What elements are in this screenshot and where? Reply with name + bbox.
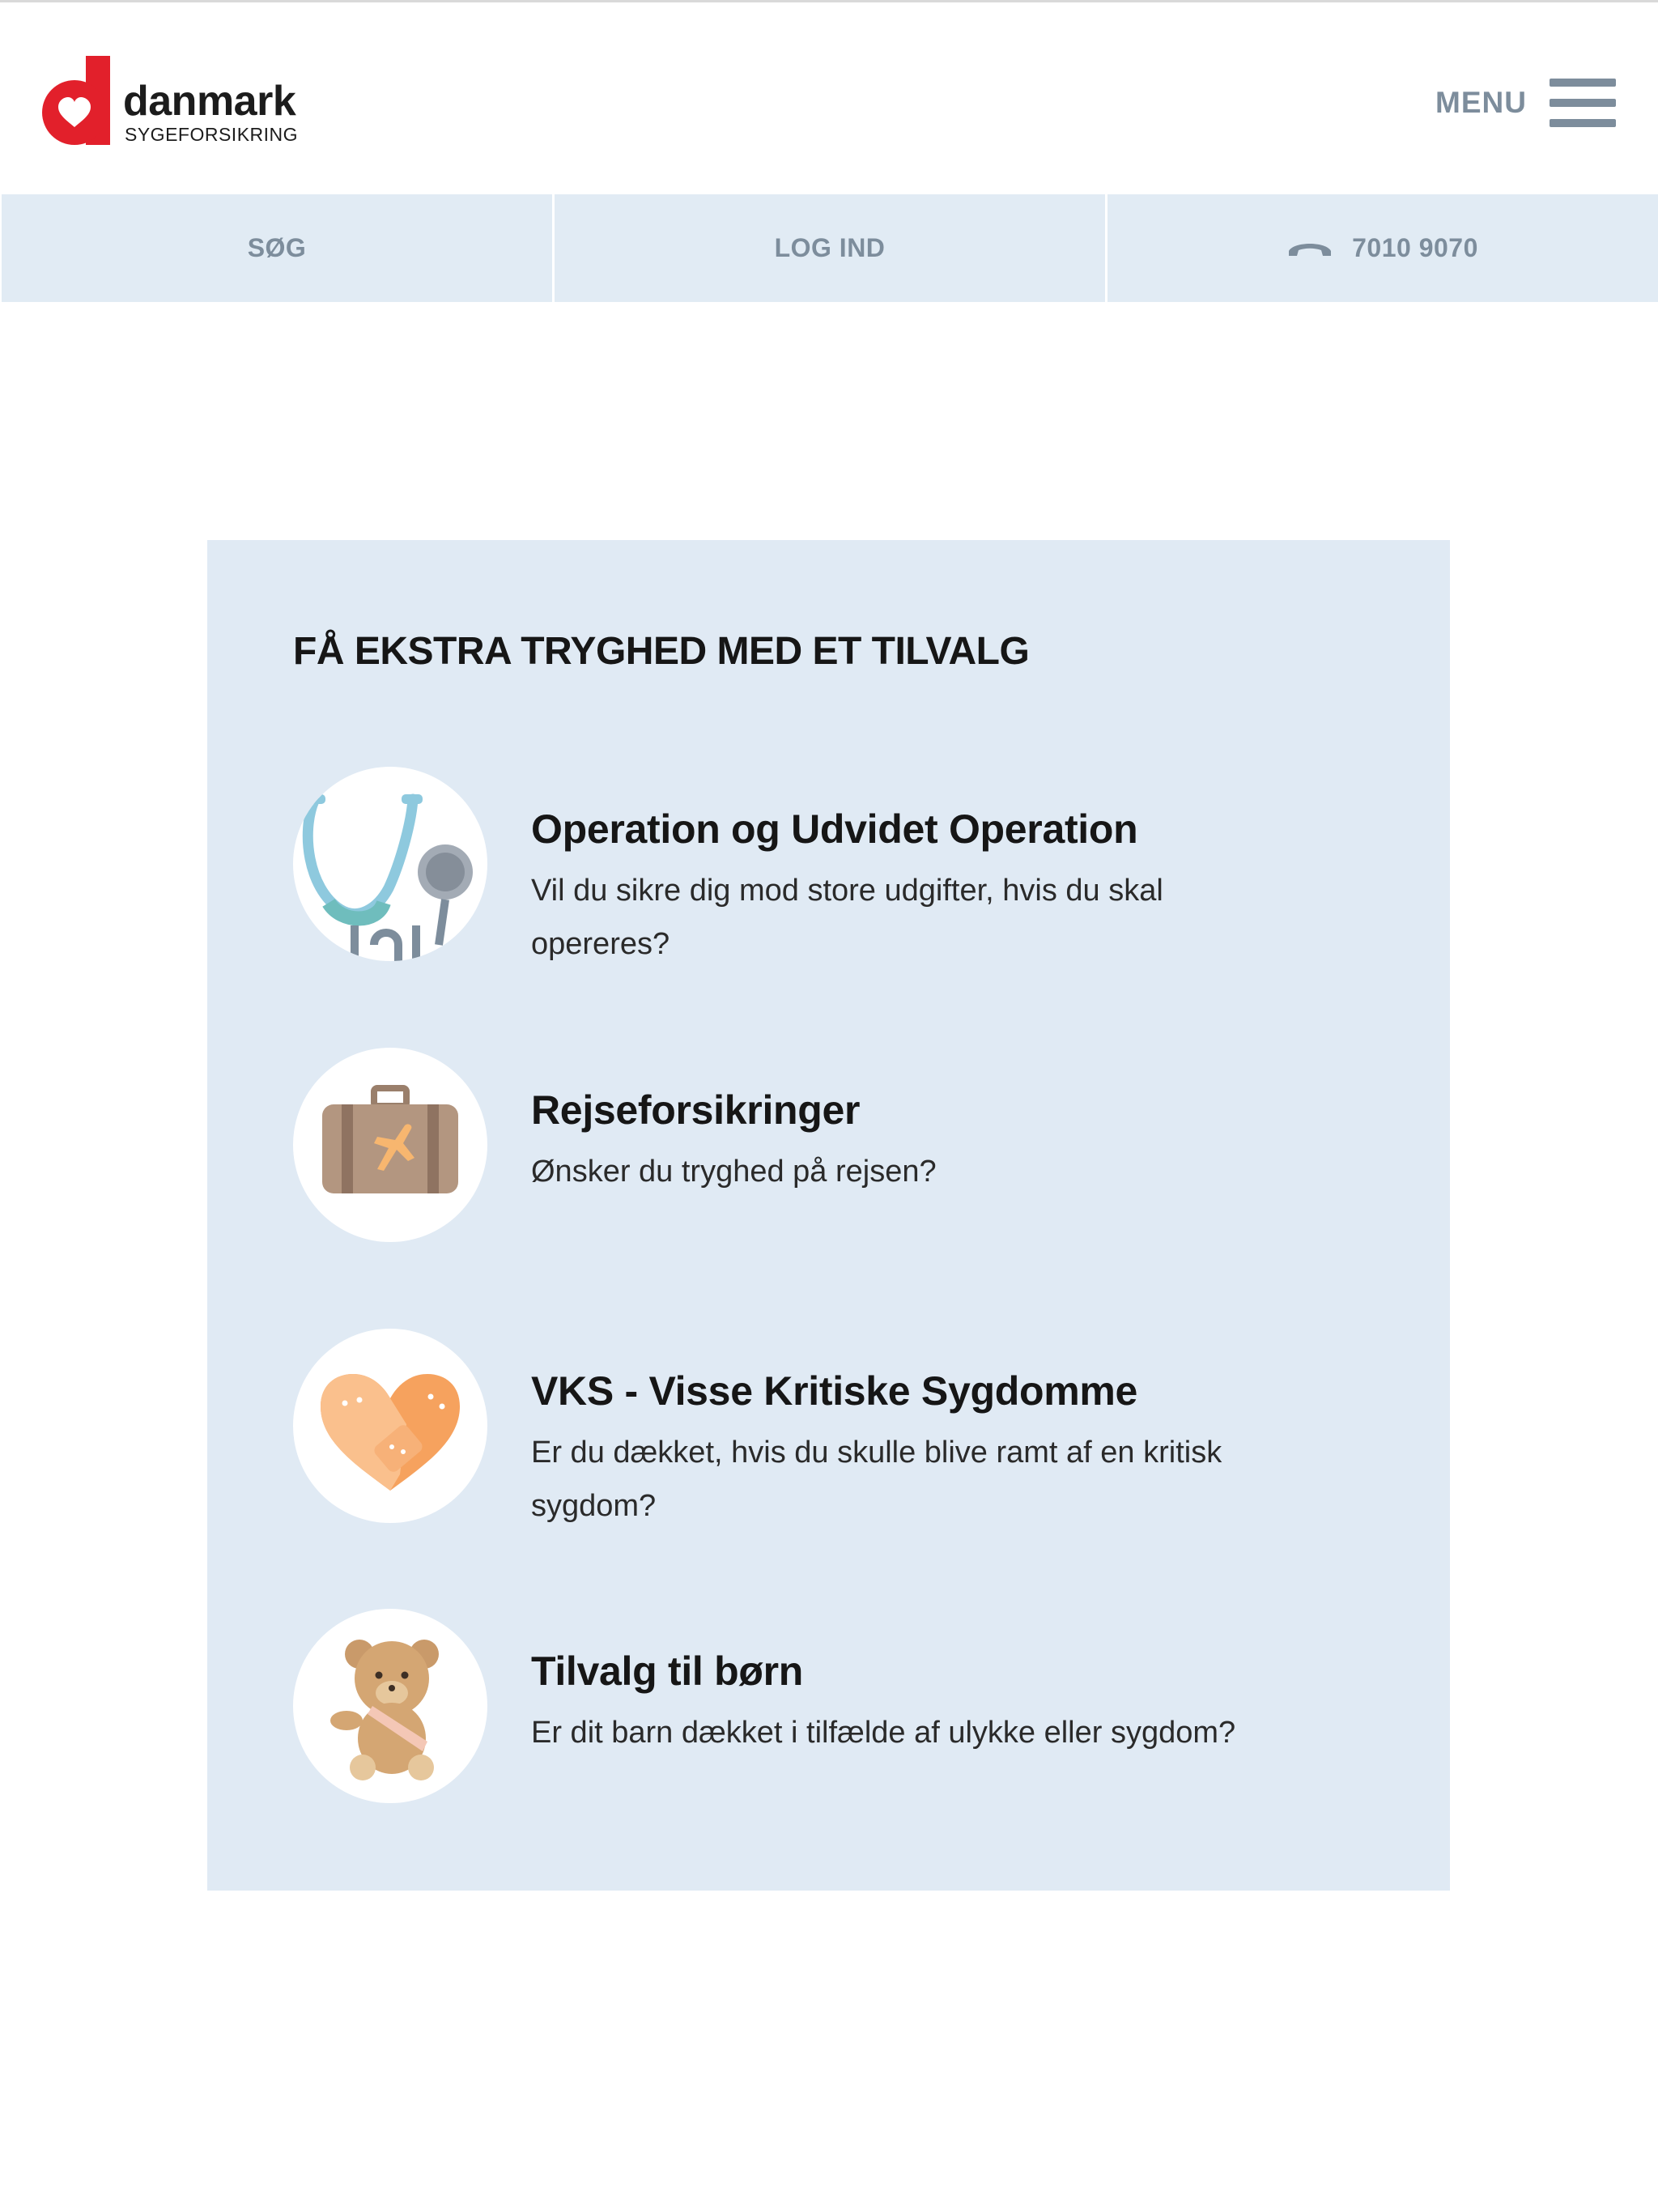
item-description: Ønsker du tryghed på rejsen? <box>531 1155 937 1189</box>
phone-number: 7010 9070 <box>1352 233 1478 262</box>
item-title: Rejseforsikringer <box>531 1087 861 1133</box>
login-button[interactable] <box>555 194 1105 302</box>
phone-icon <box>1287 240 1333 257</box>
addon-card <box>207 540 1450 1891</box>
search-button[interactable] <box>2 194 552 302</box>
addon-item-children[interactable] <box>293 1609 1410 1807</box>
logo-subtitle: SYGEFORSIKRING <box>125 124 299 145</box>
card-title: FÅ EKSTRA TRYGHED MED ET TILVALG <box>293 630 1030 673</box>
logo-link[interactable] <box>42 53 317 150</box>
addon-item-travel[interactable] <box>293 1048 1410 1246</box>
danmark-logo-icon <box>42 53 115 150</box>
item-title: Tilvalg til børn <box>531 1648 803 1694</box>
search-label: SØG <box>247 233 307 262</box>
stethoscope-icon <box>293 767 487 961</box>
item-description: Er dit barn dækket i tilfælde af ulykke eller sygdom? <box>531 1716 1236 1750</box>
bandaged-heart-icon <box>293 1329 487 1523</box>
item-description: Vil du sikre dig mod store udgifter, hvis du skal opereres? <box>531 874 1163 961</box>
phone-button[interactable] <box>1107 194 1658 302</box>
menu-label: MENU <box>1435 86 1527 119</box>
item-title: Operation og Udvidet Operation <box>531 806 1138 852</box>
login-label: LOG IND <box>774 233 886 262</box>
menu-button[interactable] <box>1435 77 1616 129</box>
item-description: Er du dækket, hvis du skulle blive ramt af en kritisk sygdom? <box>531 1436 1222 1523</box>
teddy-bear-icon <box>293 1609 487 1803</box>
addon-item-critical-illness[interactable] <box>293 1329 1410 1527</box>
addon-item-operation[interactable] <box>293 767 1410 965</box>
suitcase-icon <box>293 1048 487 1242</box>
site-header <box>0 2 1658 194</box>
logo-wordmark: danmark <box>123 78 296 125</box>
action-bar <box>0 194 1658 302</box>
hamburger-icon <box>1550 79 1616 127</box>
item-title: VKS - Visse Kritiske Sygdomme <box>531 1368 1138 1414</box>
